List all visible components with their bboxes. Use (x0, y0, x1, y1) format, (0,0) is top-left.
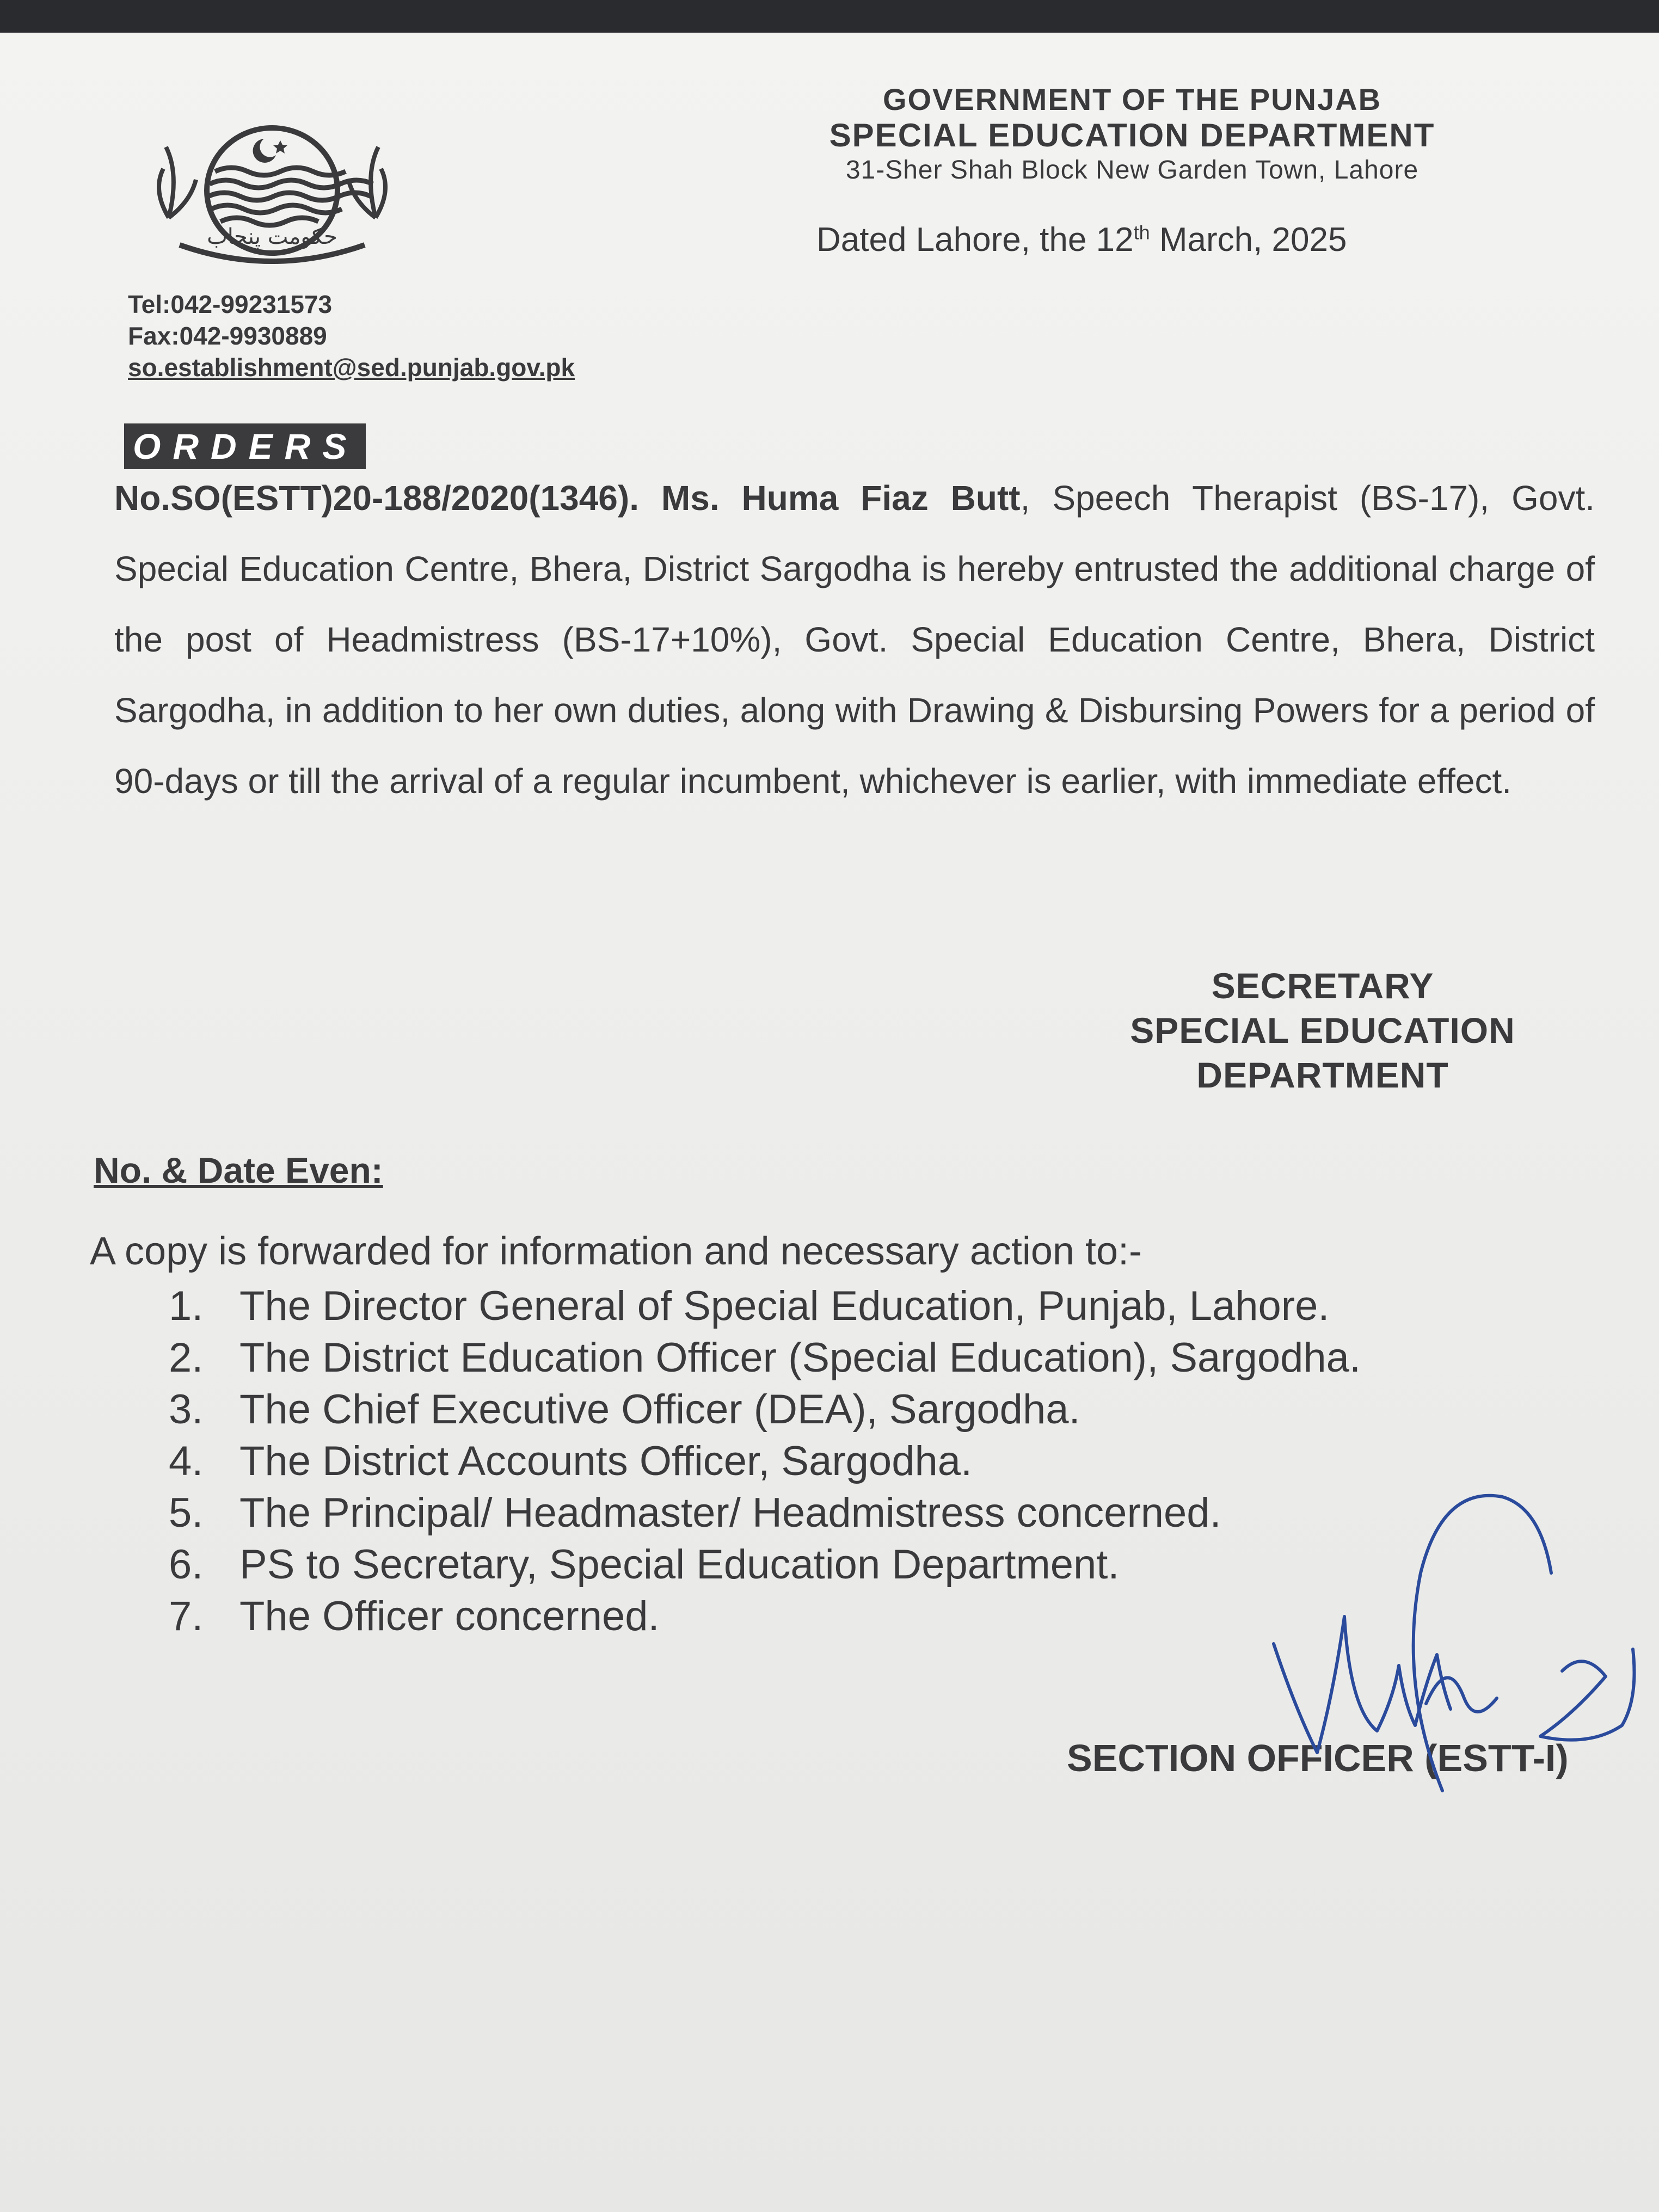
list-number: 6. (169, 1541, 204, 1588)
list-item (169, 1590, 1361, 1642)
no-date-even-heading: No. & Date Even: (94, 1150, 383, 1190)
government-title: GOVERNMENT OF THE PUNJAB (882, 82, 1382, 116)
letterhead (751, 82, 1513, 187)
order-reference: No.SO(ESTT)20-188/2020(1346). (114, 478, 639, 518)
list-item (169, 1384, 1361, 1435)
department-title: SPECIAL EDUCATION DEPARTMENT (829, 117, 1435, 153)
date-rest: March, 2025 (1150, 221, 1347, 259)
recipient-list (169, 1280, 1361, 1642)
list-item (169, 1539, 1361, 1590)
order-paragraph (114, 463, 1595, 816)
emblem-urdu-text: حکومت پنجاب (207, 224, 337, 249)
signatory-line-1: SECRETARY (1211, 966, 1434, 1006)
recipient-text: The Director General of Special Education, Punjab, Lahore. (239, 1283, 1330, 1329)
secretary-signatory (1078, 963, 1568, 1097)
signatory-line-2: SPECIAL EDUCATION (1130, 1010, 1515, 1050)
contact-info (128, 288, 575, 383)
email-link[interactable]: so.establishment@sed.punjab.gov.pk (128, 353, 575, 382)
date-prefix: Dated Lahore, the 12 (816, 221, 1134, 259)
list-number: 4. (169, 1438, 204, 1484)
fax-number: Fax:042-9930889 (128, 322, 327, 350)
recipient-text: The District Education Officer (Special Education), Sargodha. (239, 1335, 1361, 1381)
list-number: 2. (169, 1335, 204, 1381)
punjab-emblem-icon (147, 114, 397, 278)
recipient-text: The Officer concerned. (239, 1593, 660, 1639)
handwritten-signature (1230, 1464, 1644, 1812)
signatory-line-3: DEPARTMENT (1196, 1055, 1449, 1095)
list-number: 1. (169, 1283, 204, 1329)
section-officer-title: SECTION OFFICER (ESTT-I) (1067, 1737, 1569, 1779)
orders-heading: ORDERS (124, 423, 366, 469)
date-line (816, 220, 1347, 259)
recipient-text: The Principal/ Headmaster/ Headmistress concerned. (239, 1490, 1221, 1536)
recipient-text: PS to Secretary, Special Education Department. (239, 1541, 1120, 1588)
list-item (169, 1280, 1361, 1332)
order-text: , Speech Therapist (BS-17), Govt. Special Education Centre, Bhera, District Sargodha is hereby entrusted the additional charge of the post of Headmistress (BS-17+10%), Govt. Special Education Centre, Bhera, District Sargodha, in addition to her own duties, along with Drawing & Disbursing Powers for a period of 90-days or till the arrival of a regular incumbent, whichever is earlier, with immediate effect. (114, 478, 1595, 801)
tel-number: Tel:042-99231573 (128, 290, 333, 318)
list-number: 5. (169, 1490, 204, 1536)
list-item (169, 1435, 1361, 1487)
copy-forward-intro: A copy is forwarded for information and necessary action to:- (90, 1230, 1142, 1273)
recipient-text: The District Accounts Officer, Sargodha. (239, 1438, 973, 1484)
list-number: 7. (169, 1593, 204, 1639)
list-item (169, 1487, 1361, 1539)
list-number: 3. (169, 1386, 204, 1433)
list-item (169, 1332, 1361, 1384)
department-address: 31-Sher Shah Block New Garden Town, Lahore (845, 156, 1419, 185)
officer-name: Ms. Huma Fiaz Butt (661, 478, 1021, 518)
date-ordinal: th (1133, 221, 1150, 244)
recipient-text: The Chief Executive Officer (DEA), Sargodha. (239, 1386, 1080, 1433)
